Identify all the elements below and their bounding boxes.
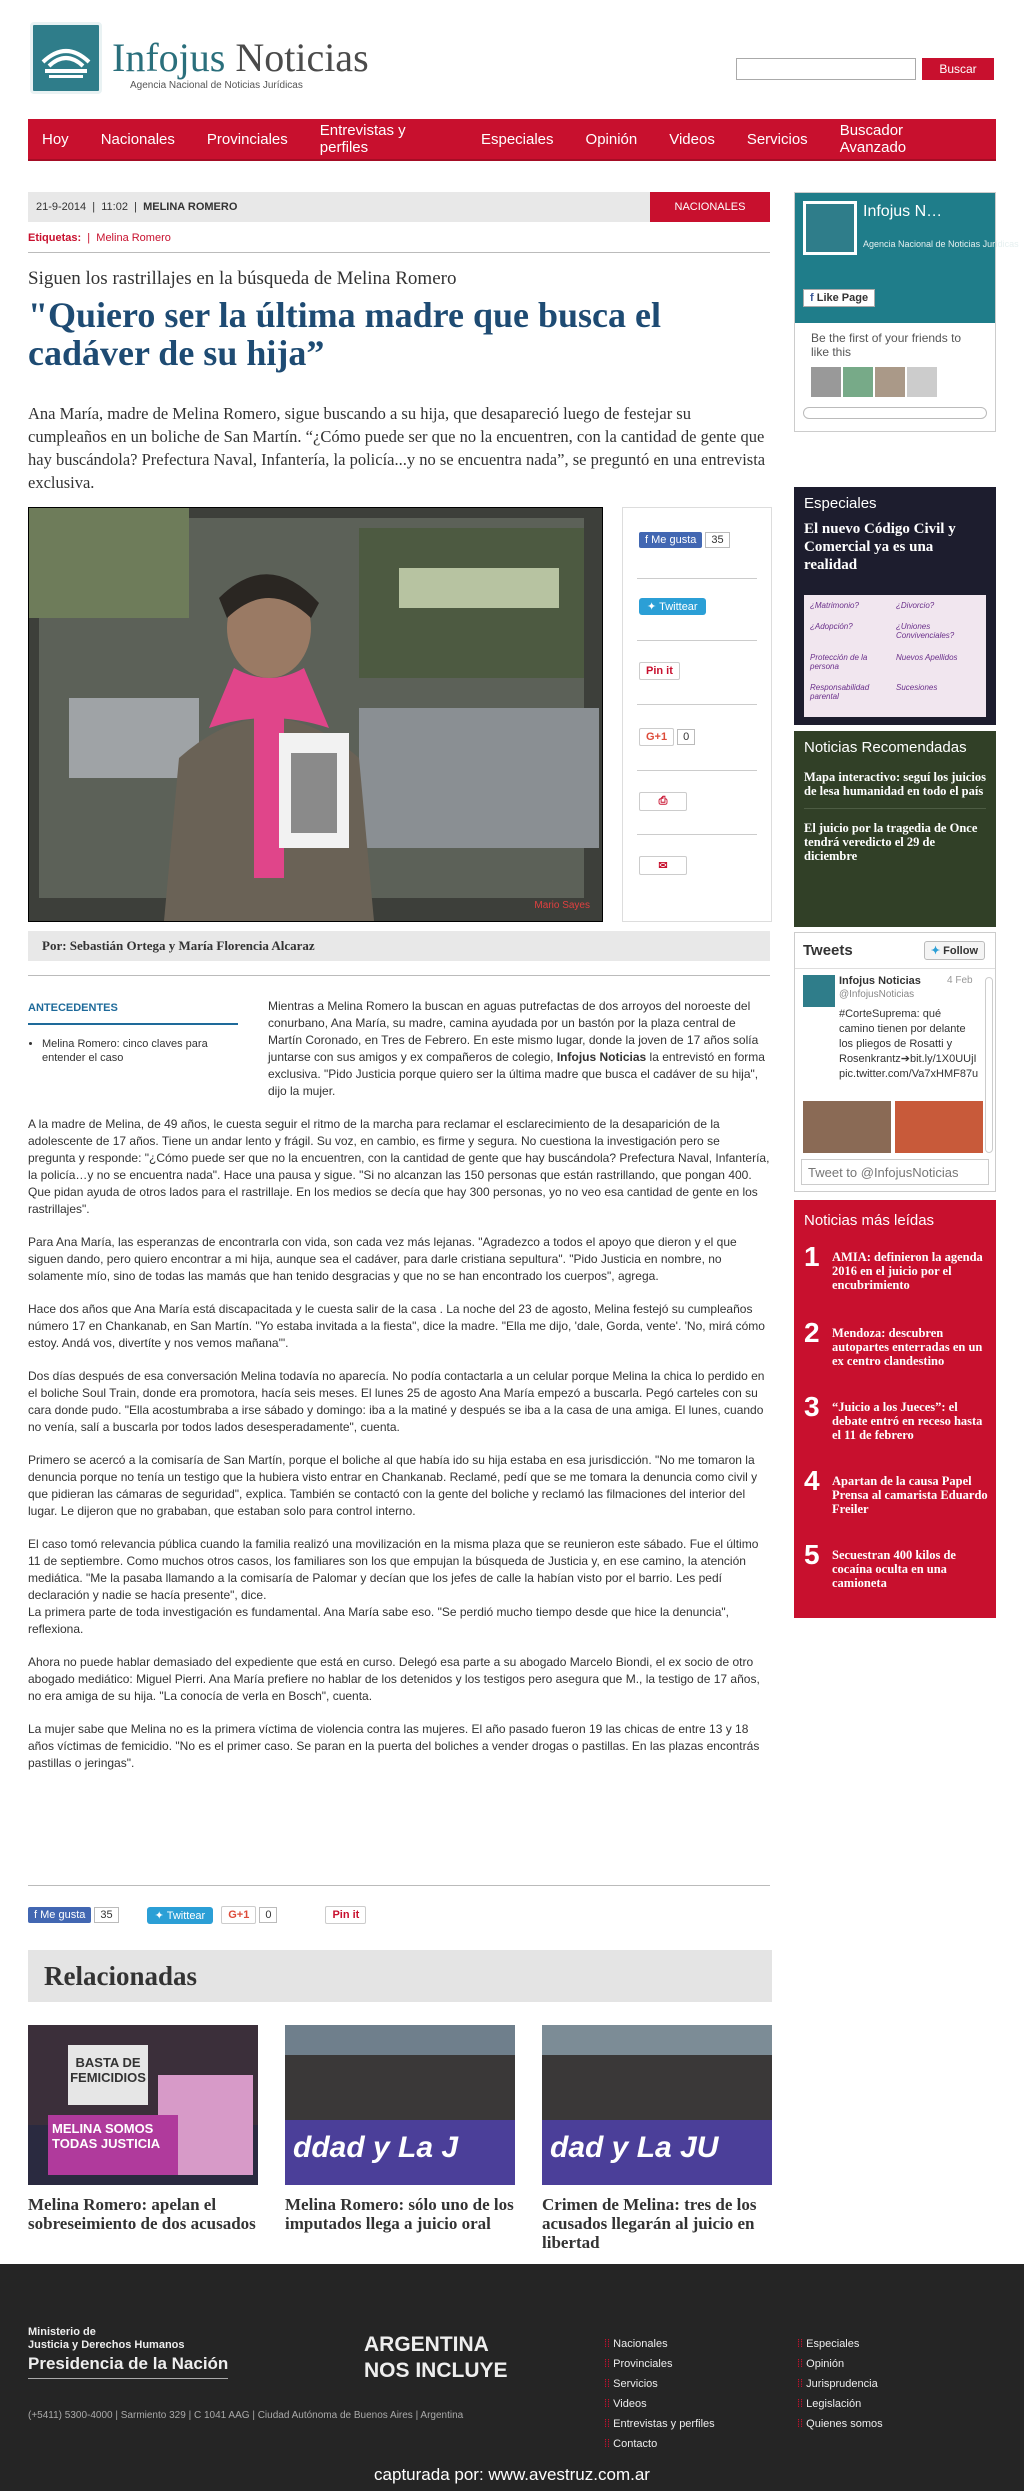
body-paragraph: Primero se acercó a la comisaría de San Martín, porque el boliche al que había ido su hija estaba en esa jurisdicción. "No me tomaron la denuncia porque no tenía un testigo que la hubiera visto entrar en Chankanab. Reclamé, pedí que se me tomara la denuncia como civil y que pidieran las cámaras de seguridad", explica. También se contactó con la gente del boliche y reclamó las filmaciones del interior del lugar. Le dijeron que no grababan, que estaban solo para control interno. (28, 1453, 758, 1518)
slogan-line1: ARGENTINA (364, 2333, 489, 2356)
mas-leida-item[interactable] (804, 1539, 989, 1590)
printer-icon: ⎙ (658, 795, 668, 807)
poster-label: Protección de la persona (810, 652, 868, 671)
bullet-icon: ⁞⁞ (604, 2338, 614, 2350)
footer-slogan (364, 2332, 508, 2384)
tweet-compose-input[interactable]: Tweet to @InfojusNoticias (801, 1159, 989, 1185)
article-body (28, 998, 770, 1788)
article-kicker: Siguen los rastrillajes en la búsqueda de Melina Romero (28, 268, 457, 289)
footer-link[interactable] (797, 2354, 883, 2374)
nav-item[interactable]: Opinión (585, 130, 638, 148)
ministry-line2: Justicia y Derechos Humanos (28, 2339, 185, 2351)
recomendadas-heading: Noticias Recomendadas (804, 739, 967, 756)
facebook-cover (795, 193, 1019, 323)
facebook-like-button-bottom[interactable] (28, 1907, 91, 1923)
antecedente-link[interactable]: • Melina Romero: cinco claves para entender el caso (42, 1037, 238, 1065)
divider (28, 975, 770, 976)
mas-leida-title: Mendoza: descubren autopartes enterradas en un ex centro clandestino (832, 1326, 983, 1368)
related-image[interactable] (285, 2025, 515, 2185)
mas-leida-item[interactable] (804, 1241, 989, 1292)
poster-label: ¿Adopción? (810, 622, 853, 632)
nav-item[interactable]: Buscador Avanzado (839, 122, 907, 156)
bullet-icon: ⁞⁞ (604, 2358, 614, 2370)
article-meta: 21-9-2014 | 11:02 | MELINA ROMERO NACIONALES (28, 192, 770, 222)
fb-page-sub: Agencia Nacional de Noticias Jurídicas (863, 239, 1019, 249)
mas-leida-item[interactable] (804, 1465, 989, 1516)
p1-text: Mientras a Melina Romero la buscan en aguas putrefactas de dos arroyos del noroeste del conurbano, Ana María, su madre, camina ayudada por un bastón por la plaza central de Martín Coronado, en Tres de Febrero. En este mismo lugar, donde la joven de 17 años solía juntarse con sus amigos y ex compañeros de colegio, (268, 999, 759, 1064)
especiales-poster[interactable] (804, 595, 986, 717)
tweet-handle: @InfojusNoticias (839, 989, 915, 1000)
especiales-panel (794, 487, 996, 725)
bullet-icon: ⁞⁞ (604, 2378, 614, 2390)
bullet-icon: ⁞⁞ (604, 2398, 614, 2410)
tweet-scrollbar[interactable] (985, 977, 993, 1153)
tweet-images[interactable] (803, 1101, 983, 1153)
search-input[interactable] (736, 58, 916, 80)
related-sign: BASTA DE FEMICIDIOS (70, 2055, 146, 2085)
tweet-author[interactable]: Infojus Noticias (839, 975, 921, 987)
tweet-avatar (803, 975, 835, 1007)
twitter-icon: ✦ (930, 945, 941, 957)
tweet-button-bottom[interactable] (147, 1907, 214, 1924)
mas-leidas-heading: Noticias más leídas (804, 1212, 935, 1229)
nav-item[interactable]: Hoy (42, 130, 69, 148)
footer-link[interactable] (797, 2374, 883, 2394)
p1-strong: Infojus Noticias (556, 1050, 647, 1064)
bullet-icon: ⁞⁞ (604, 2418, 614, 2430)
facebook-icon: f (810, 292, 814, 304)
bullet-icon: ⁞⁞ (604, 2438, 614, 2450)
logo-name2: Noticias (235, 35, 369, 80)
recomendada-link[interactable]: Mapa interactivo: seguí los juicios de lesa humanidad en todo el país (804, 764, 986, 809)
fb-like-page-label: Like Page (816, 292, 869, 304)
site-logo[interactable] (30, 22, 369, 94)
article-time: 11:02 (101, 201, 128, 213)
related-banner: dad y La JU (550, 2131, 719, 2164)
tweet-label: Twittear (166, 1909, 206, 1922)
related-image[interactable] (542, 2025, 772, 2185)
mas-leida-title: “Juicio a los Jueces”: el debate entró en receso hasta el 11 de febrero (832, 1400, 983, 1442)
footer-link[interactable] (604, 2394, 715, 2414)
mas-leida-title: AMIA: definieron la agenda 2016 en el juicio por el encubrimiento (832, 1250, 983, 1292)
tweet-button[interactable] (639, 598, 706, 615)
antecedentes-box (28, 998, 268, 1098)
twitter-icon: ✦ (154, 1909, 164, 1922)
related-sign: MELINA SOMOS TODAS JUSTICIA (52, 2121, 161, 2151)
poster-label: Nuevos Apellidos (896, 652, 958, 662)
nav-item[interactable]: Nacionales (100, 130, 175, 148)
page-avatar (803, 201, 857, 255)
especiales-title[interactable]: El nuevo Código Civil y Comercial ya es una realidad (804, 521, 956, 573)
especiales-heading: Especiales (804, 495, 877, 512)
footer-link[interactable] (797, 2394, 883, 2414)
bullet-icon: ⁞⁞ (797, 2398, 807, 2410)
tag-link[interactable]: Melina Romero (96, 232, 171, 244)
article-byline: Por: Sebastián Ortega y María Florencia Alcaraz (28, 931, 770, 961)
nav-item[interactable]: Especiales (480, 130, 554, 148)
divider (637, 834, 757, 835)
fb-like-page-button[interactable] (803, 289, 875, 307)
mas-leida-item[interactable] (804, 1317, 989, 1368)
footer-link-label: Contacto (613, 2438, 658, 2450)
body-paragraph: El caso tomó relevancia pública cuando la familia realizó una movilización en la misma plaza que se reunieron este sábado. Fue el último 11 de septiembre. Como muchos otros casos, los familiares son los que empujan la búsqueda de Justicia y, en ese camino, la atención mediática. "Me la pasaba llamando a la comisaría de Palomar y decían que los jefes de calle la habían visto por el barrio. Les pedí declaración y nadie se hacía presente", dice. La primera parte de toda investigación es fundamental. Ana María sabe eso. "Se perdió mucho tiempo desde que hice la denuncia", reflexiona. (28, 1537, 759, 1636)
related-heading: Relacionadas (28, 1950, 772, 2002)
poster-label: Sucesiones (896, 682, 938, 692)
gplus-button[interactable]: G+1 (639, 728, 674, 746)
print-button[interactable] (639, 792, 687, 811)
tweet-date: 4 Feb (947, 975, 973, 986)
pin-button-bottom[interactable]: Pin it (325, 1906, 366, 1924)
mas-leida-title: Secuestran 400 kilos de cocaína oculta en una camioneta (832, 1548, 956, 1590)
facebook-icon: f (34, 1909, 38, 1921)
section-badge[interactable]: NACIONALES (650, 192, 770, 222)
gplus-count: 0 (677, 729, 695, 745)
footer-link[interactable] (604, 2334, 715, 2354)
envelope-icon: ✉ (658, 860, 668, 872)
divider (637, 640, 757, 641)
related-title[interactable]: Melina Romero: apelan el sobreseimiento de dos acusados (28, 2195, 256, 2233)
footer-link-label: Servicios (613, 2378, 658, 2390)
photo-credit: Mario Sayes (534, 900, 590, 911)
nav-item[interactable]: Videos (669, 130, 715, 148)
twitter-follow-button[interactable] (924, 941, 985, 960)
footer-link-label: Quienes somos (806, 2418, 883, 2430)
capture-credit: capturada por: www.avestruz.com.ar (374, 2465, 650, 2484)
divider (637, 704, 757, 705)
nav-item[interactable]: Entrevistas y perfiles (319, 122, 406, 156)
rank-number: 3 (804, 1391, 820, 1422)
fb-like-count: 35 (94, 1907, 118, 1923)
body-paragraph: Hace dos años que Ana María está discapacitada y le cuesta salir de la casa . La noche del 23 de agosto, Melina festejó su cumpleaños número 17 en Chankanab, en San Martín. "Yo estaba invitada a la fiesta", dice la madre. "Ella me dijo, 'dale, Gorda, vente'. 'No, mirá cómo estoy. Andá vos, divertíte y nos vemos mañana'". (28, 1302, 765, 1350)
mas-leida-item[interactable] (804, 1391, 989, 1442)
footer-link-label: Nacionales (613, 2338, 668, 2350)
logo-icon (30, 22, 102, 94)
article-date: 21-9-2014 (36, 201, 87, 213)
share-bottom (28, 1906, 366, 1924)
gplus-button-bottom[interactable]: G+1 (221, 1906, 256, 1924)
footer-ministry[interactable] (28, 2326, 185, 2352)
recomendadas-panel (794, 731, 996, 927)
search-form (736, 58, 994, 80)
fb-like-count: 35 (705, 532, 729, 548)
body-paragraph: Dos días después de esa conversación Melina todavía no aparecía. No podía contactarla a un celular porque Melina la chica lo perdido en el boliche Soul Train, donde era promotora, hacía seis meses. El lunes 25 de agosto Ana María empezó a buscarla. Pegó carteles con su cara donde pudo. "Ella acostumbraba a irse sábado y domingo: iba a la matiné y después se iba a la casa de una amiga. El lunes, cuando no venía, salí a buscarla por todos lados desesperadamente", cuenta. (28, 1369, 765, 1434)
facebook-icon: f (645, 534, 649, 546)
fb-friend-avatars (795, 367, 995, 397)
footer-link[interactable] (604, 2434, 715, 2454)
pin-button[interactable]: Pin it (639, 662, 680, 680)
related-title[interactable]: Crimen de Melina: tres de los acusados llegarán al juicio en libertad (542, 2195, 757, 2252)
poster-label: ¿Uniones Convivenciales? (896, 622, 955, 641)
mas-leidas-panel (794, 1200, 996, 1618)
footer-presidency: Presidencia de la Nación (28, 2354, 228, 2379)
divider (637, 578, 757, 579)
footer-link-label: Opinión (806, 2358, 845, 2370)
facebook-widget (794, 192, 1019, 432)
tweets-heading: Tweets (803, 942, 853, 959)
twitter-widget (794, 932, 996, 1192)
footer-link-label: Especiales (806, 2338, 860, 2350)
article-lead: Ana María, madre de Melina Romero, sigue buscando a su hija, que desapareció luego de festejar su cumpleaños en un boliche de San Martín. “¿Cómo puede ser que no la encuentren, con la cantidad de gente que hay buscándola? Prefectura Naval, Infantería, la policía...y no se encuentra nada”, se preguntó en una entrevista exclusiva. (28, 404, 766, 492)
article-title: "Quiero ser la última madre que busca el cadáver de su hija” (28, 295, 661, 373)
footer (0, 2264, 1024, 2491)
divider (28, 1885, 770, 1886)
nav-item[interactable]: Servicios (746, 130, 808, 148)
tweet-text: #CorteSuprema: qué camino tienen por delante los pliegos de Rosatti y Rosenkrantz➔bit.ly/1X0UUjI pic.twitter.com/Va7xHMF87u (839, 1008, 979, 1080)
footer-link[interactable] (797, 2414, 883, 2434)
fb-page-name[interactable]: Infojus N… (863, 203, 943, 220)
email-button[interactable] (639, 856, 687, 875)
recomendada-link[interactable]: El juicio por la tragedia de Once tendrá veredicto el 29 de diciembre (804, 821, 978, 863)
rank-number: 1 (804, 1241, 820, 1272)
body-paragraph: Ahora no puede hablar demasiado del expediente que está en curso. Delegó esa parte a su abogado Marcelo Biondi, el ex socio de otro abogado mediático: Miguel Pierri. Ana María prefiere no hablar de los detenidos y los testigos pero asegura que M., la testigo de 17 años, no era amiga de su hija. "La conocía de verla en Bosch", cuenta. (28, 1655, 760, 1703)
footer-link-label: Provinciales (613, 2358, 673, 2370)
fb-friends-text: Be the first of your friends to like this (811, 331, 962, 359)
article-photo (28, 507, 603, 922)
tweet-label: Twittear (659, 601, 698, 613)
footer-address: (+5411) 5300-4000 | Sarmiento 329 | C 1041 AAG | Ciudad Autónoma de Buenos Aires | Argentina (28, 2410, 464, 2421)
search-button[interactable]: Buscar (922, 58, 994, 80)
nav-item[interactable]: Provinciales (206, 130, 288, 148)
footer-link-label: Legislación (806, 2398, 862, 2410)
tags-row: Etiquetas: | Melina Romero (28, 232, 171, 244)
twitter-icon: ✦ (647, 601, 657, 613)
footer-link-label: Jurisprudencia (806, 2378, 878, 2390)
footer-link[interactable] (604, 2354, 715, 2374)
mas-leida-title: Apartan de la causa Papel Prensa al camarista Eduardo Freiler (832, 1474, 988, 1516)
bullet-icon: ⁞⁞ (797, 2338, 807, 2350)
footer-link-label: Videos (613, 2398, 647, 2410)
bullet-icon: ⁞⁞ (797, 2378, 807, 2390)
fb-like-label: Me gusta (40, 1909, 86, 1921)
gplus-count: 0 (259, 1907, 277, 1923)
tags-label: Etiquetas: (28, 232, 82, 244)
footer-link[interactable] (604, 2414, 715, 2434)
body-paragraph: Para Ana María, las esperanzas de encontrarla con vida, son cada vez más lejanas. "Agradezco a todos el apoyo que dieron y el que siguen dando, pero quiero encontrar a mi hija, aunque sea el cadáver, para darle cristiana sepultura". "Pido Justicia en nombre, no solamente mío, sino de todas las mamás que han tenido desgracias y que no se han encontrado los cuerpos", agrega. (28, 1235, 737, 1283)
ministry-line1: Ministerio de (28, 2326, 96, 2338)
slogan-line2: NOS INCLUYE (364, 2359, 508, 2382)
bullet-icon: ⁞⁞ (797, 2358, 807, 2370)
follow-label: Follow (943, 945, 978, 957)
poster-label: ¿Divorcio? (896, 601, 935, 610)
related-title[interactable]: Melina Romero: sólo uno de los imputados llega a juicio oral (285, 2195, 514, 2233)
rank-number: 5 (804, 1539, 820, 1570)
divider (637, 770, 757, 771)
divider (28, 252, 770, 253)
logo-subtitle: Agencia Nacional de Noticias Jurídicas (130, 80, 303, 91)
related-banner: ddad y La J (293, 2131, 459, 2164)
p1-text-end: la entrevistó en forma exclusiva. "Pido Justicia porque quiero ser la última madre que busca el cadáver de su hija", dijo la mujer. (268, 1050, 765, 1098)
footer-link-label: Entrevistas y perfiles (613, 2418, 715, 2430)
antecedentes-list (28, 1037, 238, 1065)
main-nav (28, 119, 996, 161)
poster-label: ¿Matrimonio? (810, 601, 859, 610)
rank-number: 4 (804, 1465, 820, 1496)
antecedentes-title: ANTECEDENTES (28, 1000, 238, 1025)
related-image[interactable] (28, 2025, 258, 2185)
footer-link[interactable] (604, 2374, 715, 2394)
fb-scrollbar[interactable] (803, 407, 987, 419)
footer-link[interactable] (797, 2334, 883, 2354)
bullet-icon: ⁞⁞ (797, 2418, 807, 2430)
body-paragraph: A la madre de Melina, de 49 años, le cuesta seguir el ritmo de la marcha para reclamar el esclarecimiento de la desaparición de la adolescente de 17 años. Tiene un andar lento y frágil. Su voz, en cambio, es firme y segura. No cuestiona la investigación pero se pregunta y responde: "¿Cómo puede ser que no la encuentren, con la cantidad de gente que hay buscándola? Prefectura Naval, Infantería, la policía…y no se encuentra nada". Hace una pausa y sigue. "Si no alcanzan las 150 personas que están rastrillando, que pongan 400. Que pidan ayuda de otros lados para el rastrillaje. En los medios se decía que hay 300 personas, yo no veo esa cantidad de gente en los rastrillajes". (28, 1117, 770, 1216)
poster-label: Responsabilidad parental (810, 682, 870, 701)
article-tag[interactable]: MELINA ROMERO (143, 201, 238, 213)
rank-number: 2 (804, 1317, 820, 1348)
fb-like-label: Me gusta (651, 534, 697, 546)
share-panel (622, 507, 772, 922)
logo-name: Infojus (112, 35, 226, 80)
facebook-like-button[interactable] (639, 532, 702, 548)
body-paragraph: La mujer sabe que Melina no es la primera víctima de violencia contra las mujeres. El año pasado fueron 19 las chicas de entre 13 y 18 años víctimas de femicidio. "No es el primer caso. Se paran en la puerta del boliches a vender drogas o pastillas. En las plazas encontrás pastillas o jeringas". (28, 1722, 760, 1770)
